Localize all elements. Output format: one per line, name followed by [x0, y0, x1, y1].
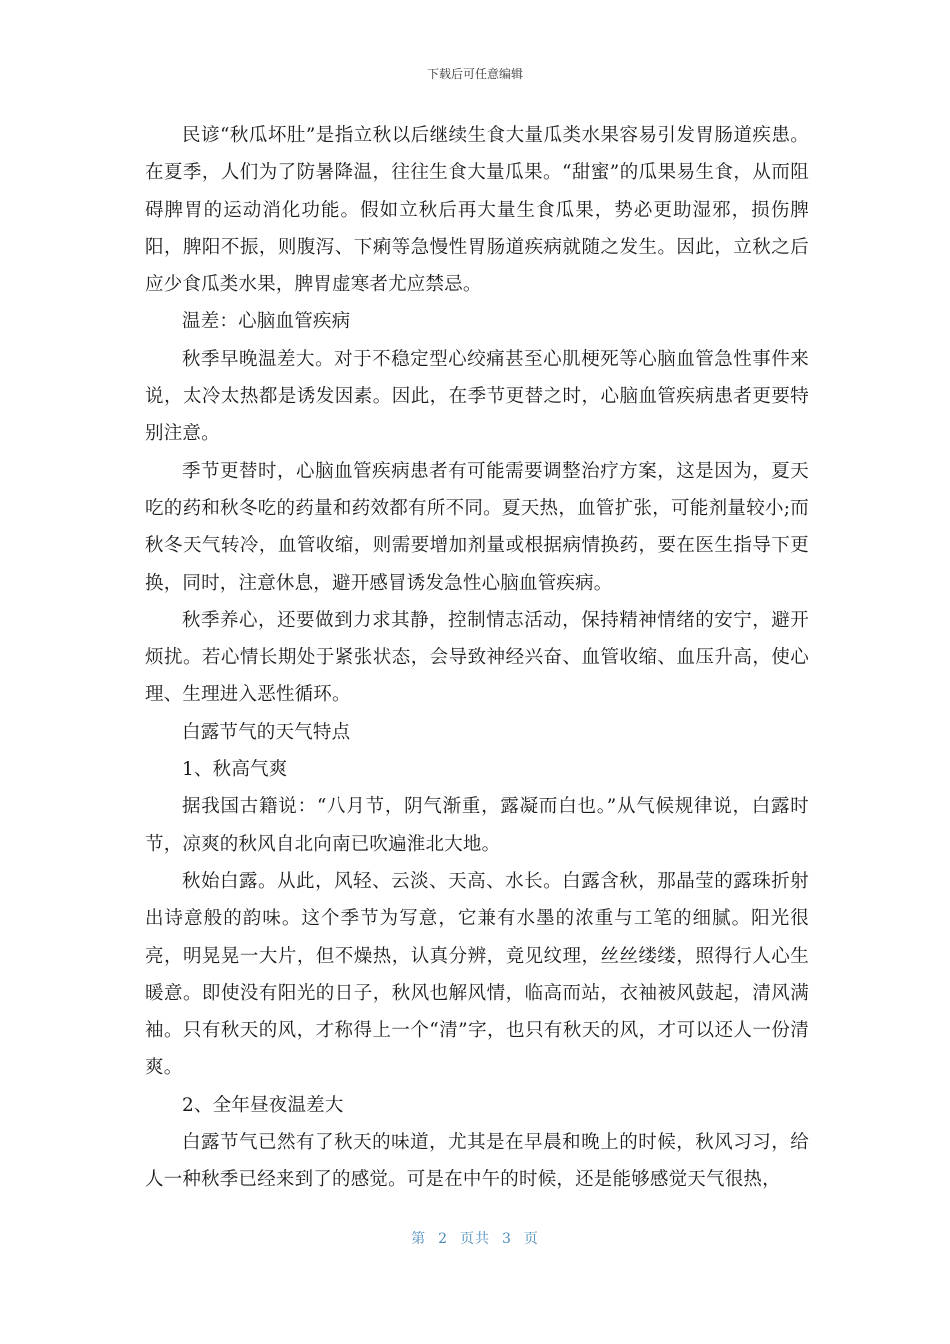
section-heading-bailu-weather: 白露节气的天气特点 — [182, 721, 351, 743]
paragraph-season-change-treatment: 季节更替时，心脑血管疾病患者有可能需要调整治疗方案，这是因为，夏天吃的药和秋冬吃的药量和药效都有所不同。夏天热，血管扩张，可能剂量较小;而秋冬天气转冷，血管收缩，则需要增加剂量或根据病情换药，要在医生指导下更换，同时，注意休息，避开感冒诱发急性心脑血管疾病。 — [145, 460, 809, 594]
paragraph-temperature-difference: 秋季早晚温差大。对于不稳定型心绞痛甚至心肌梗死等心脑血管急性事件来说，太冷太热都是诱发因素。因此，在季节更替之时，心脑血管疾病患者更要特别注意。 — [145, 348, 809, 445]
document-body — [145, 117, 809, 1199]
footer-middle: 页共 — [460, 1231, 490, 1247]
paragraph-autumn-poetic: 秋始白露。从此，风轻、云淡、天高、水长。白露含秋，那晶莹的露珠折射出诗意般的韵味。这个季节为写意，它兼有水墨的浓重与工笔的细腻。阳光很亮，明晃晃一大片，但不燥热，认真分辨，竟见纹理，丝丝缕缕，照得行人心生暖意。即使没有阳光的日子，秋风也解风情，临高而站，衣袖被风鼓起，清风满袖。只有秋天的风，才称得上一个“清”字，也只有秋天的风，才可以还人一份清爽。 — [145, 870, 809, 1079]
footer-prefix: 第 — [411, 1231, 427, 1247]
footer-current-page: 2 — [438, 1231, 448, 1247]
page-footer — [0, 1229, 950, 1249]
footer-total-pages: 3 — [502, 1231, 512, 1247]
paragraph-autumn-heart-care: 秋季养心，还要做到力求其静，控制情志活动，保持精神情绪的安宁，避开烦扰。若心情长期处于紧张状态，会导致神经兴奋、血管收缩、血压升高，使心理、生理进入恶性循环。 — [145, 609, 809, 706]
paragraph-ancient-record: 据我国古籍说：“八月节，阴气渐重，露凝而白也。”从气候规律说，白露时节，凉爽的秋风自北向南已吹遍淮北大地。 — [145, 796, 809, 855]
paragraph-autumn-melon: 民谚“秋瓜坏肚”是指立秋以后继续生食大量瓜类水果容易引发胃肠道疾患。在夏季，人们为了防暑降温，往往生食大量瓜果。“甜蜜”的瓜果易生食，从而阻碍脾胃的运动消化功能。假如立秋后再大量生食瓜果，势必更助湿邪，损伤脾阳，脾阳不振，则腹泻、下痢等急慢性胃肠道疾病就随之发生。因此，立秋之后应少食瓜类水果，脾胃虚寒者尤应禁忌。 — [145, 125, 809, 296]
paragraph-day-night-difference: 白露节气已然有了秋天的味道，尤其是在早晨和晚上的时候，秋风习习，给人一种秋季已经来到了的感觉。可是在中午的时候，还是能够感觉天气很热， — [145, 1132, 809, 1191]
footer-suffix: 页 — [523, 1231, 539, 1247]
subheading-day-night-difference: 2、全年昼夜温差大 — [182, 1094, 344, 1116]
section-heading-temperature-difference: 温差：心脑血管疾病 — [182, 311, 351, 333]
page-header: 下载后可任意编辑 — [426, 67, 523, 81]
subheading-clear-autumn: 1、秋高气爽 — [182, 759, 288, 781]
